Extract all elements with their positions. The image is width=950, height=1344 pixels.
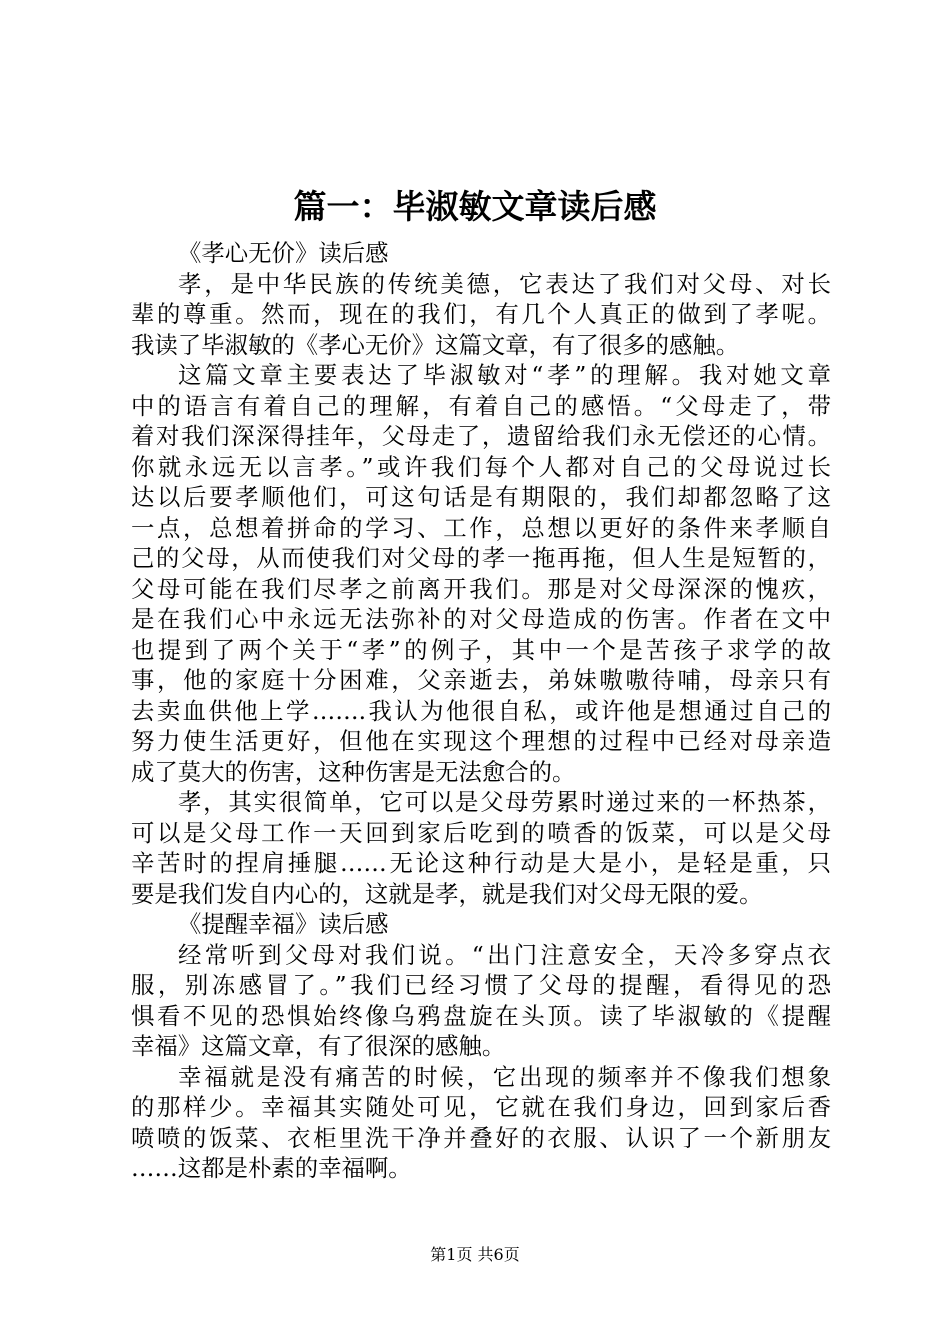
text-line: 成了莫大的伤害，这种伤害是无法愈合的。 [131,757,576,786]
text-line: 《提醒幸福》读后感 [178,910,389,938]
text-line: 幸福》这篇文章，有了很深的感触。 [131,1032,506,1060]
text-line: 辛苦时的捏肩捶腿……无论这种行动是大是小，是轻是重，只 [131,849,831,877]
text-line: 经常听到父母对我们说。“出门注意安全，天冷多穿点衣 [178,940,831,969]
text-line: 着对我们深深得挂年，父母走了，遗留给我们永无偿还的心情。 [131,422,831,450]
text-line: 孝，是中华民族的传统美德，它表达了我们对父母、对长 [178,269,831,298]
text-line: 可以是父母工作一天回到家后吃到的喷香的饭菜，可以是父母 [131,818,831,847]
text-line: 你就永远无以言孝。”或许我们每个人都对自己的父母说过长 [131,452,831,481]
text-line: 要是我们发自内心的，这就是孝，就是我们对父母无限的爱。 [131,879,763,908]
text-line: 一点，总想着拼命的学习、工作，总想以更好的条件来孝顺自 [131,513,831,542]
text-line: 努力使生活更好，但他在实现这个理想的过程中已经对母亲造 [131,727,831,755]
page-title: 篇一：毕淑敏文章读后感 [293,187,657,226]
text-line: 惧看不见的恐惧始终像乌鸦盘旋在头顶。读了毕淑敏的《提醒 [131,1001,831,1030]
text-line: 服，别冻感冒了。”我们已经习惯了父母的提醒，看得见的恐 [131,971,831,999]
text-line: 事，他的家庭十分困难，父亲逝去，弟妹嗷嗷待哺，母亲只有 [131,666,831,694]
text-line: 去卖血供他上学…….我认为他很自私，或许他是想通过自己的 [131,696,831,725]
text-line: 达以后要孝顺他们，可这句话是有期限的，我们却都忽略了这 [131,483,831,511]
text-line: 这篇文章主要表达了毕淑敏对“孝”的理解。我对她文章 [178,361,831,389]
text-line: 的那样少。幸福其实随处可见，它就在我们身边，回到家后香 [131,1093,831,1121]
text-line: 辈的尊重。然而，现在的我们，有几个人真正的做到了孝呢。 [131,300,831,328]
text-line: 喷喷的饭菜、衣柜里洗干净并叠好的衣服、认识了一个新朋友 [131,1123,831,1152]
text-line: 幸福就是没有痛苦的时候，它出现的频率并不像我们想象 [178,1062,831,1091]
text-line: ……这都是朴素的幸福啊。 [131,1154,412,1182]
document-body [131,238,831,1184]
text-line: 己的父母，从而使我们对父母的孝一拖再拖，但人生是短暂的， [131,544,831,572]
text-line: 也提到了两个关于“孝”的例子，其中一个是苦孩子求学的故 [131,635,831,664]
text-line: 是在我们心中永远无法弥补的对父母造成的伤害。作者在文中 [131,605,831,633]
text-line: 《孝心无价》读后感 [178,239,389,267]
text-line: 我读了毕淑敏的《孝心无价》这篇文章，有了很多的感触。 [131,330,740,359]
text-line: 父母可能在我们尽孝之前离开我们。那是对父母深深的愧疚， [131,574,831,603]
text-line: 孝，其实很简单，它可以是父母劳累时递过来的一杯热茶， [178,788,831,816]
text-line: 中的语言有着自己的理解，有着自己的感悟。“父母走了，带 [131,391,831,420]
page-number-footer: 第1页 共6页 [430,1245,520,1264]
